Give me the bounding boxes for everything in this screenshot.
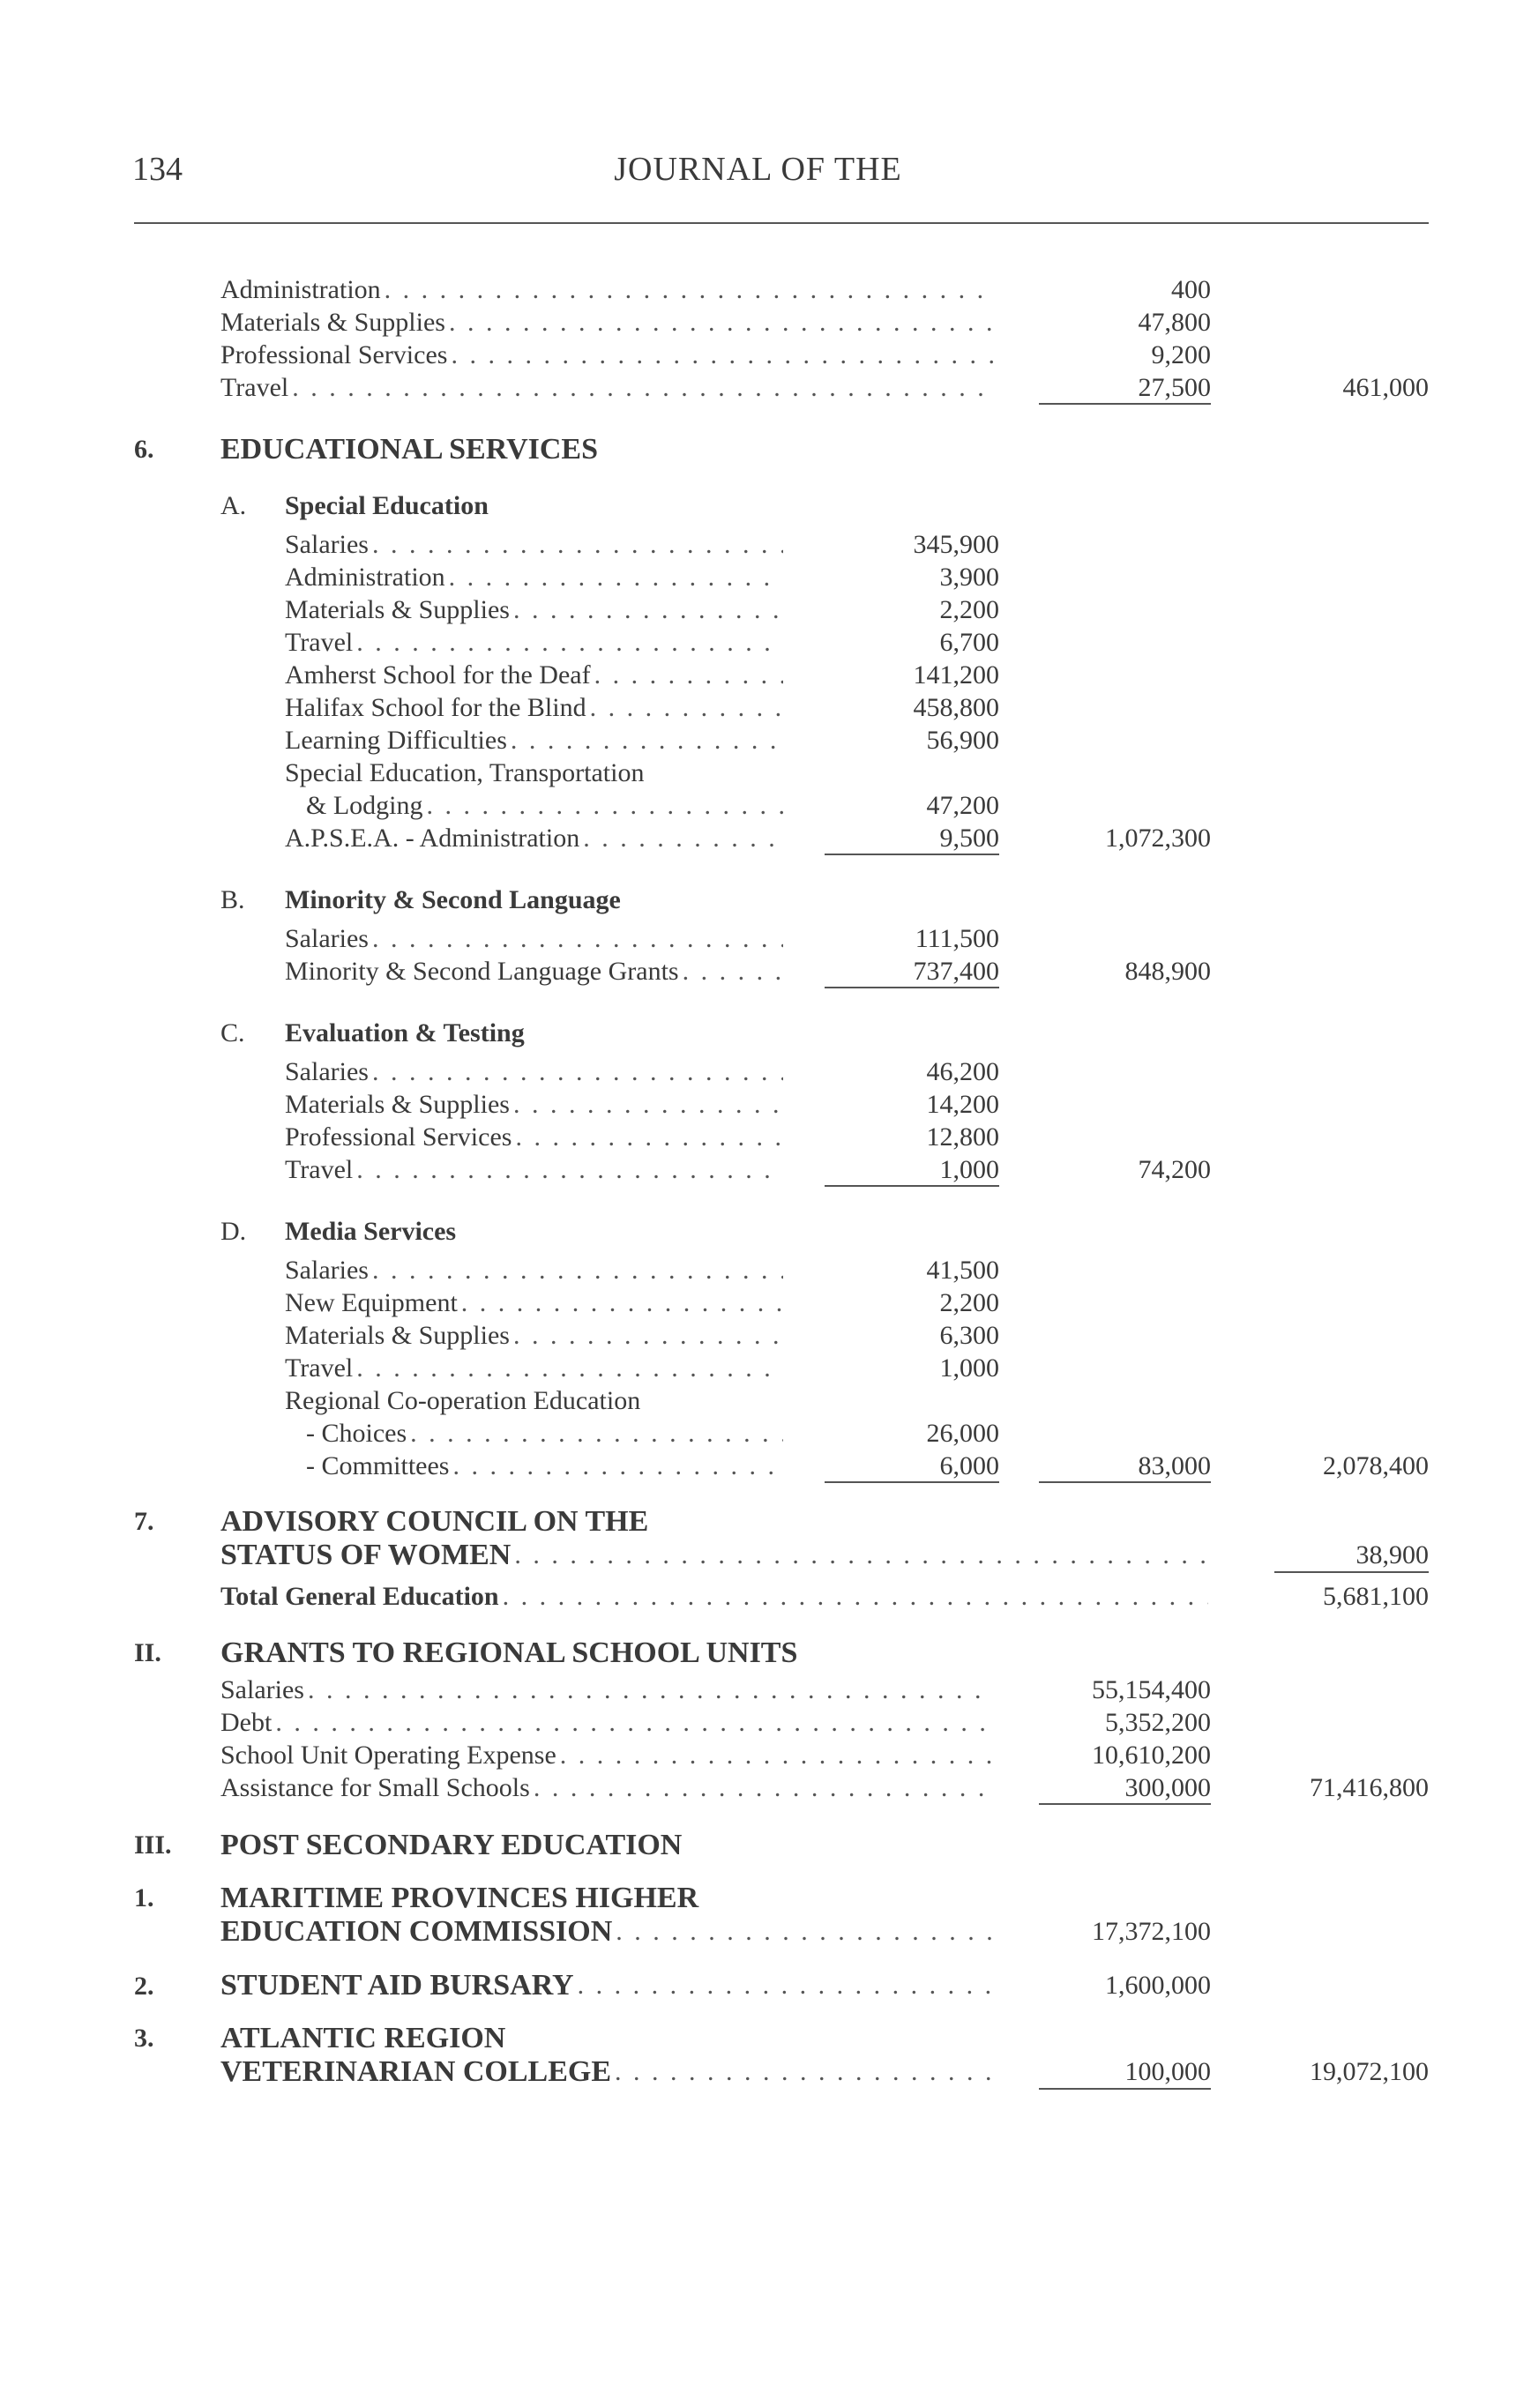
section-heading: POST SECONDARY EDUCATION [220,1829,683,1861]
section-total: 461,000 [1342,373,1429,402]
list-item: New Equipment . . . 2,200 [0,1286,1516,1320]
section-number: 7. [134,1507,154,1536]
list-item: Materials & Supplies . . . 6,300 [0,1319,1516,1353]
list-item: Salaries . . . 345,900 [0,528,1516,562]
list-item: STUDENT AID BURSARY . . . 1,600,000 [0,1969,1516,2002]
list-item: VETERINARIAN COLLEGE . . . 100,000 19,072,100 [0,2055,1516,2089]
list-item: Special Education, Transportation [285,758,645,787]
list-item: Amherst School for the Deaf . . . 141,200 [0,659,1516,692]
section-number: III. [134,1830,172,1860]
underline [1039,403,1211,405]
list-item: Learning Difficulties . . . 56,900 [0,724,1516,757]
list-item: Halifax School for the Blind . . . 458,800 [0,691,1516,725]
underline [1039,1803,1211,1805]
section-heading: GRANTS TO REGIONAL SCHOOL UNITS [220,1636,798,1669]
subsection-letter: D. [220,1217,247,1246]
list-item: Salaries . . . 55,154,400 [0,1674,1516,1707]
subsection-total: 83,000 [1138,1451,1211,1480]
list-item: Materials & Supplies . . . 2,200 [0,593,1516,627]
underline [825,854,999,855]
section-total: 5,681,100 [1323,1582,1429,1611]
list-item: Assistance for Small Schools . . . 300,000 71,416,800 [0,1771,1516,1805]
subsection-total: 74,200 [1138,1155,1211,1184]
list-item: Travel . . . 1,000 [0,1352,1516,1385]
list-item: Administration . . . 3,900 [0,561,1516,594]
subsection-heading: Minority & Second Language [285,885,621,914]
underline [1274,1571,1429,1573]
subsection-heading: Evaluation & Testing [285,1018,525,1047]
list-item: & Lodging . . . 47,200 [0,789,1516,823]
header-rule [134,222,1429,224]
underline [825,987,999,988]
list-item: Salaries . . . 41,500 [0,1254,1516,1287]
section-heading: EDUCATIONAL SERVICES [220,433,599,466]
section-number: 6. [134,435,154,464]
item-number: 3. [134,2024,154,2053]
list-item: Salaries . . . 46,200 [0,1055,1516,1089]
list-item: Debt . . . 5,352,200 [0,1706,1516,1740]
item-number: 2. [134,1972,154,2001]
list-item: Salaries . . . 111,500 [0,922,1516,956]
page-number: 134 [132,151,183,188]
list-item: - Committees . . . 6,000 83,000 2,078,400 [0,1450,1516,1483]
underline [825,1185,999,1187]
list-item: Regional Co-operation Education [285,1386,641,1415]
section-total: 19,072,100 [1310,2057,1429,2086]
list-item: Materials & Supplies . . . 14,200 [0,1088,1516,1122]
section-heading: ADVISORY COUNCIL ON THE [220,1505,649,1538]
list-item: Administration . . . 400 [0,273,1516,307]
subsection-letter: B. [220,885,245,914]
list-item: A.P.S.E.A. - Administration . . . 9,500 1,072,300 [0,822,1516,855]
subsection-total: 848,900 [1124,957,1211,986]
list-item: STATUS OF WOMEN . . . 38,900 [0,1539,1516,1572]
subsection-heading: Media Services [285,1217,457,1246]
list-item: School Unit Operating Expense . . . 10,610,200 [0,1739,1516,1772]
list-item: Travel . . . 1,000 74,200 [0,1153,1516,1187]
item-number: 1. [134,1883,154,1912]
list-item: Professional Services . . . 12,800 [0,1121,1516,1154]
section-total: 2,078,400 [1323,1451,1429,1480]
subsection-letter: C. [220,1018,245,1047]
list-item: Professional Services . . . 9,200 [0,339,1516,372]
underline [825,1481,999,1483]
underline [1039,1481,1211,1483]
list-item: Travel . . . 27,500 461,000 [0,371,1516,405]
subsection-letter: A. [220,491,247,520]
underline [1039,2088,1211,2090]
list-item: Minority & Second Language Grants . . . 737,400 848,900 [0,955,1516,988]
subsection-total: 1,072,300 [1105,824,1211,853]
journal-title: JOURNAL OF THE [614,151,902,188]
item-heading: MARITIME PROVINCES HIGHER [220,1882,699,1914]
section-total: 71,416,800 [1310,1773,1429,1802]
list-item: Travel . . . 6,700 [0,626,1516,660]
section-number: II. [134,1638,161,1667]
list-item: Materials & Supplies . . . 47,800 [0,306,1516,339]
list-item: - Choices . . . 26,000 [0,1417,1516,1450]
subsection-heading: Special Education [285,491,489,520]
item-heading: ATLANTIC REGION [220,2022,506,2054]
list-item: Total General Education . . . 5,681,100 [0,1580,1516,1614]
list-item: EDUCATION COMMISSION . . . 17,372,100 [0,1915,1516,1949]
